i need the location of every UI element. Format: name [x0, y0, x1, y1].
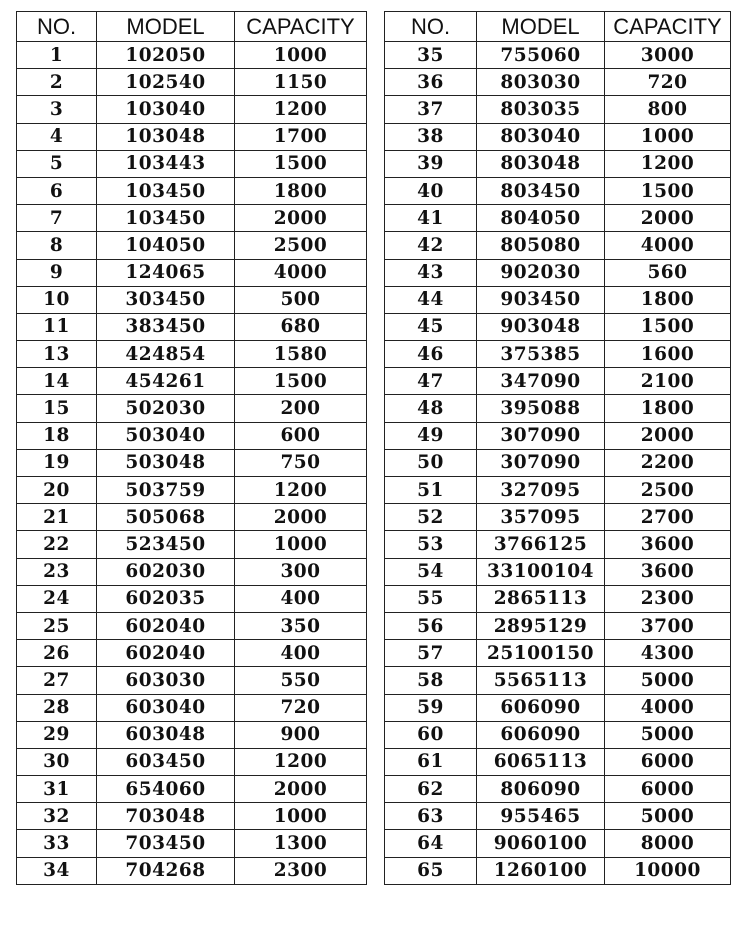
table-row [17, 612, 367, 639]
cell-no: 22 [17, 531, 97, 558]
cell-capacity: 1700 [235, 123, 367, 150]
cell-no: 57 [385, 640, 477, 667]
cell-capacity: 2500 [235, 232, 367, 259]
cell-model: 357095 [477, 504, 605, 531]
cell-model: 803450 [477, 177, 605, 204]
table-row [385, 449, 731, 476]
cell-no: 34 [17, 857, 97, 884]
cell-capacity: 1000 [235, 531, 367, 558]
cell-model: 502030 [97, 395, 235, 422]
cell-model: 103048 [97, 123, 235, 150]
cell-capacity: 8000 [605, 830, 731, 857]
cell-capacity: 10000 [605, 857, 731, 884]
header-no: NO. [385, 12, 477, 42]
table-row [385, 721, 731, 748]
cell-model: 3766125 [477, 531, 605, 558]
cell-no: 49 [385, 422, 477, 449]
cell-capacity: 1800 [235, 177, 367, 204]
cell-model: 606090 [477, 694, 605, 721]
table-row [17, 341, 367, 368]
cell-capacity: 200 [235, 395, 367, 422]
cell-no: 2 [17, 69, 97, 96]
table-row [385, 177, 731, 204]
cell-no: 56 [385, 612, 477, 639]
table-row [17, 504, 367, 531]
cell-capacity: 2000 [605, 422, 731, 449]
cell-model: 523450 [97, 531, 235, 558]
cell-model: 505068 [97, 504, 235, 531]
cell-no: 27 [17, 667, 97, 694]
cell-capacity: 2000 [605, 205, 731, 232]
cell-model: 454261 [97, 368, 235, 395]
cell-capacity: 2000 [235, 776, 367, 803]
table-row [385, 857, 731, 884]
table-body [17, 42, 367, 885]
cell-no: 54 [385, 558, 477, 585]
cell-no: 61 [385, 748, 477, 775]
header-capacity: CAPACITY [235, 12, 367, 42]
cell-no: 7 [17, 205, 97, 232]
cell-no: 52 [385, 504, 477, 531]
cell-capacity: 800 [605, 96, 731, 123]
cell-capacity: 1150 [235, 69, 367, 96]
cell-capacity: 3600 [605, 558, 731, 585]
cell-model: 955465 [477, 803, 605, 830]
cell-capacity: 900 [235, 721, 367, 748]
table-row [385, 69, 731, 96]
table-row [385, 504, 731, 531]
cell-no: 33 [17, 830, 97, 857]
cell-capacity: 4000 [235, 259, 367, 286]
header-model: MODEL [477, 12, 605, 42]
cell-model: 124065 [97, 259, 235, 286]
cell-model: 383450 [97, 313, 235, 340]
header-model: MODEL [97, 12, 235, 42]
cell-model: 503048 [97, 449, 235, 476]
table-row [385, 96, 731, 123]
table-row [385, 558, 731, 585]
cell-model: 307090 [477, 422, 605, 449]
table-row [385, 531, 731, 558]
cell-model: 347090 [477, 368, 605, 395]
table-row [17, 776, 367, 803]
cell-model: 395088 [477, 395, 605, 422]
cell-no: 36 [385, 69, 477, 96]
cell-capacity: 1500 [235, 150, 367, 177]
cell-no: 4 [17, 123, 97, 150]
table-row [385, 150, 731, 177]
table-row [17, 857, 367, 884]
cell-model: 603450 [97, 748, 235, 775]
cell-capacity: 1000 [235, 803, 367, 830]
table-row [385, 776, 731, 803]
header-capacity: CAPACITY [605, 12, 731, 42]
cell-capacity: 1800 [605, 395, 731, 422]
table-body [385, 42, 731, 885]
table-row [17, 96, 367, 123]
cell-no: 41 [385, 205, 477, 232]
table-row [385, 422, 731, 449]
cell-capacity: 2300 [235, 857, 367, 884]
cell-no: 13 [17, 341, 97, 368]
cell-no: 28 [17, 694, 97, 721]
cell-no: 8 [17, 232, 97, 259]
cell-model: 103450 [97, 177, 235, 204]
table-row [385, 123, 731, 150]
cell-model: 1260100 [477, 857, 605, 884]
cell-no: 21 [17, 504, 97, 531]
cell-model: 603040 [97, 694, 235, 721]
cell-no: 59 [385, 694, 477, 721]
table-row [17, 558, 367, 585]
cell-no: 20 [17, 477, 97, 504]
cell-no: 3 [17, 96, 97, 123]
cell-capacity: 1300 [235, 830, 367, 857]
cell-no: 31 [17, 776, 97, 803]
cell-no: 14 [17, 368, 97, 395]
cell-no: 5 [17, 150, 97, 177]
cell-capacity: 4000 [605, 232, 731, 259]
header-row [17, 12, 367, 42]
cell-capacity: 680 [235, 313, 367, 340]
cell-capacity: 2000 [235, 205, 367, 232]
table-row [17, 667, 367, 694]
cell-no: 42 [385, 232, 477, 259]
table-row [17, 422, 367, 449]
cell-no: 6 [17, 177, 97, 204]
cell-model: 603030 [97, 667, 235, 694]
cell-model: 803030 [477, 69, 605, 96]
cell-capacity: 1000 [235, 42, 367, 69]
cell-no: 25 [17, 612, 97, 639]
table-row [17, 286, 367, 313]
cell-no: 60 [385, 721, 477, 748]
cell-capacity: 1200 [235, 477, 367, 504]
cell-no: 45 [385, 313, 477, 340]
cell-capacity: 720 [235, 694, 367, 721]
table-row [385, 612, 731, 639]
cell-capacity: 6000 [605, 776, 731, 803]
cell-model: 602040 [97, 640, 235, 667]
cell-model: 303450 [97, 286, 235, 313]
cell-capacity: 1580 [235, 341, 367, 368]
model-capacity-table-right [384, 11, 731, 885]
table-row [385, 232, 731, 259]
table-row [17, 69, 367, 96]
cell-capacity: 1500 [605, 177, 731, 204]
cell-model: 327095 [477, 477, 605, 504]
cell-model: 606090 [477, 721, 605, 748]
cell-capacity: 1800 [605, 286, 731, 313]
cell-model: 424854 [97, 341, 235, 368]
cell-capacity: 3000 [605, 42, 731, 69]
cell-model: 703450 [97, 830, 235, 857]
table-row [385, 830, 731, 857]
table-row [385, 477, 731, 504]
cell-no: 65 [385, 857, 477, 884]
cell-capacity: 2200 [605, 449, 731, 476]
table-row [17, 42, 367, 69]
cell-no: 50 [385, 449, 477, 476]
cell-capacity: 1200 [605, 150, 731, 177]
cell-no: 39 [385, 150, 477, 177]
table-header [385, 12, 731, 42]
cell-model: 806090 [477, 776, 605, 803]
cell-capacity: 400 [235, 640, 367, 667]
cell-capacity: 3600 [605, 531, 731, 558]
cell-no: 26 [17, 640, 97, 667]
cell-capacity: 560 [605, 259, 731, 286]
cell-no: 38 [385, 123, 477, 150]
table-row [17, 259, 367, 286]
table-row [17, 477, 367, 504]
table-row [385, 667, 731, 694]
cell-model: 803040 [477, 123, 605, 150]
table-row [17, 640, 367, 667]
table-row [17, 585, 367, 612]
table-row [385, 694, 731, 721]
cell-no: 1 [17, 42, 97, 69]
table-row [385, 341, 731, 368]
table-row [17, 368, 367, 395]
cell-model: 803048 [477, 150, 605, 177]
cell-capacity: 720 [605, 69, 731, 96]
table-row [17, 830, 367, 857]
cell-no: 23 [17, 558, 97, 585]
cell-no: 55 [385, 585, 477, 612]
table-row [17, 694, 367, 721]
cell-model: 703048 [97, 803, 235, 830]
cell-model: 9060100 [477, 830, 605, 857]
cell-capacity: 500 [235, 286, 367, 313]
table-row [385, 803, 731, 830]
table-row [17, 449, 367, 476]
table-row [385, 259, 731, 286]
cell-no: 44 [385, 286, 477, 313]
cell-capacity: 4300 [605, 640, 731, 667]
cell-capacity: 5000 [605, 803, 731, 830]
table-row [385, 368, 731, 395]
table-row [385, 286, 731, 313]
table-row [17, 748, 367, 775]
cell-capacity: 2100 [605, 368, 731, 395]
cell-model: 2865113 [477, 585, 605, 612]
table-row [385, 205, 731, 232]
table-row [17, 721, 367, 748]
cell-capacity: 3700 [605, 612, 731, 639]
table-row [385, 640, 731, 667]
cell-capacity: 300 [235, 558, 367, 585]
cell-capacity: 5000 [605, 667, 731, 694]
cell-no: 47 [385, 368, 477, 395]
cell-model: 503040 [97, 422, 235, 449]
cell-capacity: 6000 [605, 748, 731, 775]
table-row [385, 42, 731, 69]
cell-model: 602040 [97, 612, 235, 639]
cell-model: 307090 [477, 449, 605, 476]
cell-model: 5565113 [477, 667, 605, 694]
cell-capacity: 400 [235, 585, 367, 612]
cell-no: 53 [385, 531, 477, 558]
cell-model: 104050 [97, 232, 235, 259]
cell-capacity: 1000 [605, 123, 731, 150]
table-row [385, 585, 731, 612]
cell-model: 102540 [97, 69, 235, 96]
cell-model: 103040 [97, 96, 235, 123]
cell-no: 43 [385, 259, 477, 286]
cell-no: 18 [17, 422, 97, 449]
cell-no: 9 [17, 259, 97, 286]
table-row [385, 395, 731, 422]
cell-no: 32 [17, 803, 97, 830]
cell-capacity: 2700 [605, 504, 731, 531]
cell-model: 804050 [477, 205, 605, 232]
cell-capacity: 350 [235, 612, 367, 639]
table-row [17, 313, 367, 340]
cell-no: 48 [385, 395, 477, 422]
cell-capacity: 2000 [235, 504, 367, 531]
cell-no: 24 [17, 585, 97, 612]
cell-no: 46 [385, 341, 477, 368]
cell-capacity: 4000 [605, 694, 731, 721]
model-capacity-table-left [16, 11, 367, 885]
cell-capacity: 1200 [235, 96, 367, 123]
table-row [17, 232, 367, 259]
cell-no: 51 [385, 477, 477, 504]
cell-model: 375385 [477, 341, 605, 368]
table-row [17, 123, 367, 150]
cell-no: 15 [17, 395, 97, 422]
cell-no: 19 [17, 449, 97, 476]
cell-capacity: 1600 [605, 341, 731, 368]
cell-model: 102050 [97, 42, 235, 69]
cell-model: 103443 [97, 150, 235, 177]
cell-capacity: 600 [235, 422, 367, 449]
cell-no: 58 [385, 667, 477, 694]
cell-model: 6065113 [477, 748, 605, 775]
cell-model: 33100104 [477, 558, 605, 585]
cell-no: 37 [385, 96, 477, 123]
table-row [17, 531, 367, 558]
cell-model: 602030 [97, 558, 235, 585]
cell-no: 35 [385, 42, 477, 69]
cell-model: 903048 [477, 313, 605, 340]
cell-capacity: 2300 [605, 585, 731, 612]
cell-no: 63 [385, 803, 477, 830]
cell-model: 25100150 [477, 640, 605, 667]
cell-capacity: 1500 [235, 368, 367, 395]
cell-capacity: 5000 [605, 721, 731, 748]
table-row [17, 205, 367, 232]
cell-model: 603048 [97, 721, 235, 748]
cell-capacity: 750 [235, 449, 367, 476]
cell-no: 29 [17, 721, 97, 748]
cell-no: 64 [385, 830, 477, 857]
cell-capacity: 1200 [235, 748, 367, 775]
cell-model: 2895129 [477, 612, 605, 639]
cell-model: 103450 [97, 205, 235, 232]
cell-no: 40 [385, 177, 477, 204]
table-header [17, 12, 367, 42]
cell-model: 902030 [477, 259, 605, 286]
cell-no: 30 [17, 748, 97, 775]
table-row [17, 803, 367, 830]
cell-model: 755060 [477, 42, 605, 69]
cell-no: 10 [17, 286, 97, 313]
cell-model: 602035 [97, 585, 235, 612]
cell-model: 654060 [97, 776, 235, 803]
table-row [385, 313, 731, 340]
cell-capacity: 1500 [605, 313, 731, 340]
table-row [385, 748, 731, 775]
cell-no: 11 [17, 313, 97, 340]
cell-capacity: 2500 [605, 477, 731, 504]
cell-no: 62 [385, 776, 477, 803]
table-row [17, 150, 367, 177]
cell-model: 903450 [477, 286, 605, 313]
header-row [385, 12, 731, 42]
header-no: NO. [17, 12, 97, 42]
cell-model: 805080 [477, 232, 605, 259]
table-row [17, 177, 367, 204]
cell-model: 503759 [97, 477, 235, 504]
cell-capacity: 550 [235, 667, 367, 694]
table-row [17, 395, 367, 422]
cell-model: 803035 [477, 96, 605, 123]
cell-model: 704268 [97, 857, 235, 884]
